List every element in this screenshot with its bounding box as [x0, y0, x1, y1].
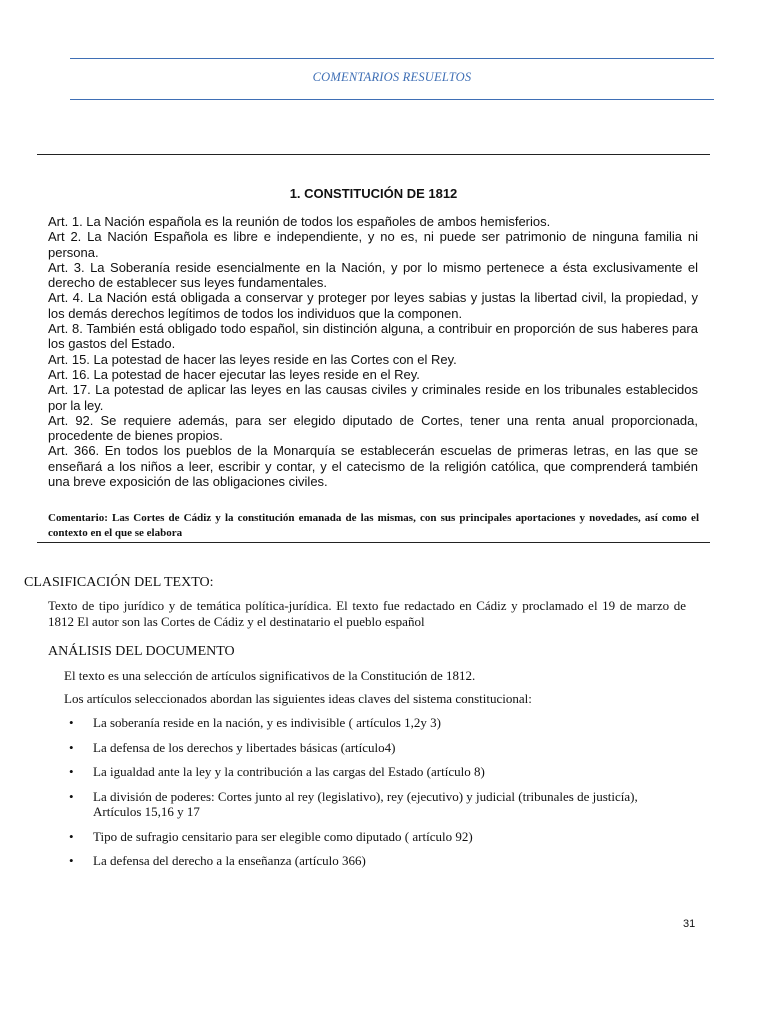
document-title: 1. CONSTITUCIÓN DE 1812 — [289, 186, 458, 201]
analisis-intro-2: Los artículos seleccionados abordan las siguientes ideas claves del sistema constitucional: — [64, 691, 532, 706]
articles-block — [48, 214, 698, 489]
article-3: Art. 3. La Soberanía reside esencialmente en la Nación, y por lo mismo pertenece a ésta exclusivamente el derecho de establecer sus leyes fundamentales. — [48, 259, 698, 291]
key-ideas-list — [66, 715, 686, 878]
article-2: Art 2. La Nación Española es libre e independiente, y no es, ni puede ser patrimonio de ninguna familia ni persona. — [48, 229, 698, 260]
list-item: • La igualdad ante la ley y la contribución a las cargas del Estado (artículo 8) — [66, 764, 686, 780]
clasificacion-text: Texto de tipo jurídico y de temática política-jurídica. El texto fue redactado en Cádiz y proclamado el 19 de marzo de 1812 El autor son las Cortes de Cádiz y el destinatario el pueblo español — [48, 598, 686, 629]
list-item: • La soberanía reside en la nación, y es indivisible ( artículos 1,2y 3) — [66, 715, 686, 731]
document-bottom-rule — [37, 542, 710, 543]
article-8: Art. 8. También está obligado todo español, sin distinción alguna, a contribuir en proporción de sus haberes para los gastos del Estado. — [48, 321, 698, 352]
analisis-heading: ANÁLISIS DEL DOCUMENTO — [48, 644, 235, 659]
analisis-intro-1: El texto es una selección de artículos significativos de la Constitución de 1812. — [64, 668, 476, 683]
header-rule-top — [70, 58, 714, 59]
comentario-prompt: Comentario: Las Cortes de Cádiz y la constitución emanada de las mismas, con sus principales aportaciones y novedades, así como el contexto en el que se elabora — [48, 512, 699, 539]
header-rule-bottom — [70, 99, 714, 100]
article-1: Art. 1. La Nación española es la reunión de todos los españoles de ambos hemisferios. — [48, 214, 551, 229]
list-item: • La defensa de los derechos y libertades básicas (artículo4) — [66, 740, 686, 756]
list-item: • La división de poderes: Cortes junto al rey (legislativo), rey (ejecutivo) y judicial (tribunales de justicía), Artículos 15,16 y 17 — [66, 789, 686, 820]
clasificacion-heading: CLASIFICACIÓN DEL TEXTO: — [24, 575, 214, 590]
running-header: COMENTARIOS RESUELTOS — [312, 70, 472, 84]
page-number: 31 — [683, 918, 696, 930]
list-item: • La defensa del derecho a la enseñanza (artículo 366) — [66, 853, 686, 869]
article-17: Art. 17. La potestad de aplicar las leyes en las causas civiles y criminales reside en los tribunales establecidos por la ley. — [48, 382, 698, 413]
article-366: Art. 366. En todos los pueblos de la Monarquía se establecerán escuelas de primeras letras, en las que se enseñará a los niños a leer, escribir y contar, y el catecismo de la religión católica, que comprenderá también una breve exposición de las obligaciones civiles. — [48, 443, 698, 490]
article-15: Art. 15. La potestad de hacer las leyes reside en las Cortes con el Rey. — [48, 351, 457, 367]
document-top-rule — [37, 154, 710, 155]
list-item: • Tipo de sufragio censitario para ser elegible como diputado ( artículo 92) — [66, 829, 686, 845]
article-4: Art. 4. La Nación está obligada a conservar y proteger por leyes sabias y justas la libertad civil, la propiedad, y los demás derechos legítimos de todos los individuos que la componen. — [48, 290, 698, 321]
article-92: Art. 92. Se requiere además, para ser elegido diputado de Cortes, tener una renta anual proporcionada, procedente de bienes propios. — [48, 412, 698, 444]
article-16: Art. 16. La potestad de hacer ejecutar las leyes reside en el Rey. — [48, 366, 420, 382]
